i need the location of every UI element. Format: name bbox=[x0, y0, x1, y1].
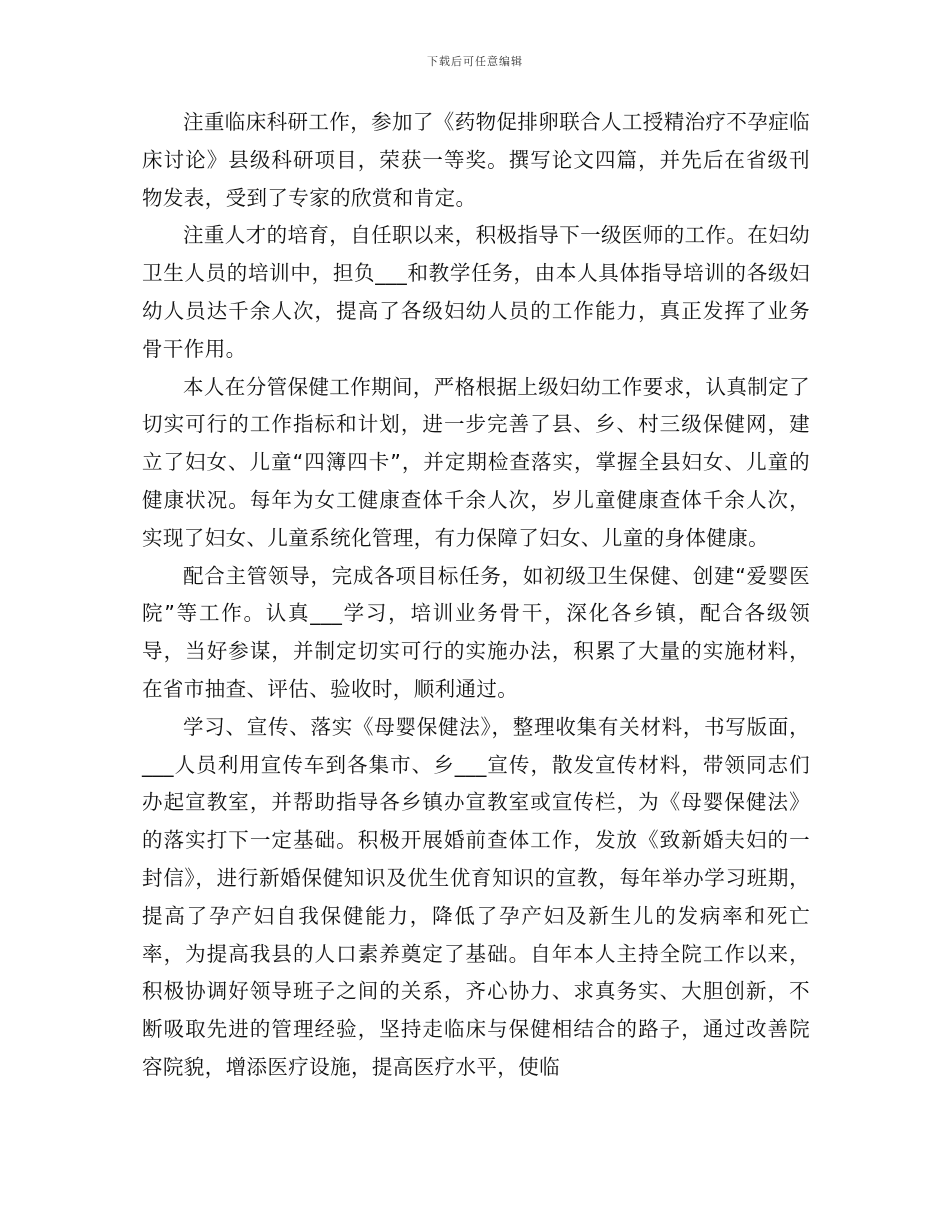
document-body bbox=[142, 104, 810, 1087]
paragraph-research: 注重临床科研工作，参加了《药物促排卵联合人工授精治疗不孕症临床讨论》县级科研项目，荣获一等奖。撰写论文四篇，并先后在省级刊物发表，受到了专家的欣赏和肯定。 bbox=[142, 110, 810, 210]
paragraph-health-care: 本人在分管保健工作期间，严格根据上级妇幼工作要求，认真制定了切实可行的工作指标和计划，进一步完善了县、乡、村三级保健网，建立了妇女、儿童“四簿四卡”，并定期检查落实，掌握全县妇女、儿童的健康状况。每年为女工健康查体千余人次，岁儿童健康查体千余人次，实现了妇女、儿童系统化管理，有力保障了妇女、儿童的身体健康。 bbox=[142, 374, 810, 550]
paragraph-training: 注重人才的培育，自任职以来，积极指导下一级医师的工作。在妇幼卫生人员的培训中，担负___和教学任务，由本人具体指导培训的各级妇幼人员达千余人次，提高了各级妇幼人员的工作能力，真正发挥了业务骨干作用。 bbox=[142, 223, 810, 361]
page-header: 下载后可任意编辑 bbox=[427, 55, 523, 68]
paragraph-targets: 配合主管领导，完成各项目标任务，如初级卫生保健、创建“爱婴医院”等工作。认真___学习，培训业务骨干，深化各乡镇，配合各级领导，当好参谋，并制定切实可行的实施办法，积累了大量的实施材料，在省市抽查、评估、验收时，顺利通过。 bbox=[142, 563, 810, 701]
paragraph-law-promotion: 学习、宣传、落实《母婴保健法》，整理收集有关材料，书写版面，___人员利用宣传车到各集市、乡___宣传，散发宣传材料，带领同志们办起宣教室，并帮助指导各乡镇办宣教室或宣传栏，为《母婴保健法》的落实打下一定基础。积极开展婚前查体工作，发放《致新婚夫妇的一封信》，进行新婚保健知识及优生优育知识的宣教，每年举办学习班期，提高了孕产妇自我保健能力，降低了孕产妇及新生儿的发病率和死亡率，为提高我县的人口素养奠定了基础。自年本人主持全院工作以来，积极协调好领导班子之间的关系，齐心协力、求真务实、大胆创新，不断吸取先进的管理经验，坚持走临床与保健相结合的路子，通过改善院容院貌，增添医疗设施，提高医疗水平，使临 bbox=[142, 714, 810, 1079]
